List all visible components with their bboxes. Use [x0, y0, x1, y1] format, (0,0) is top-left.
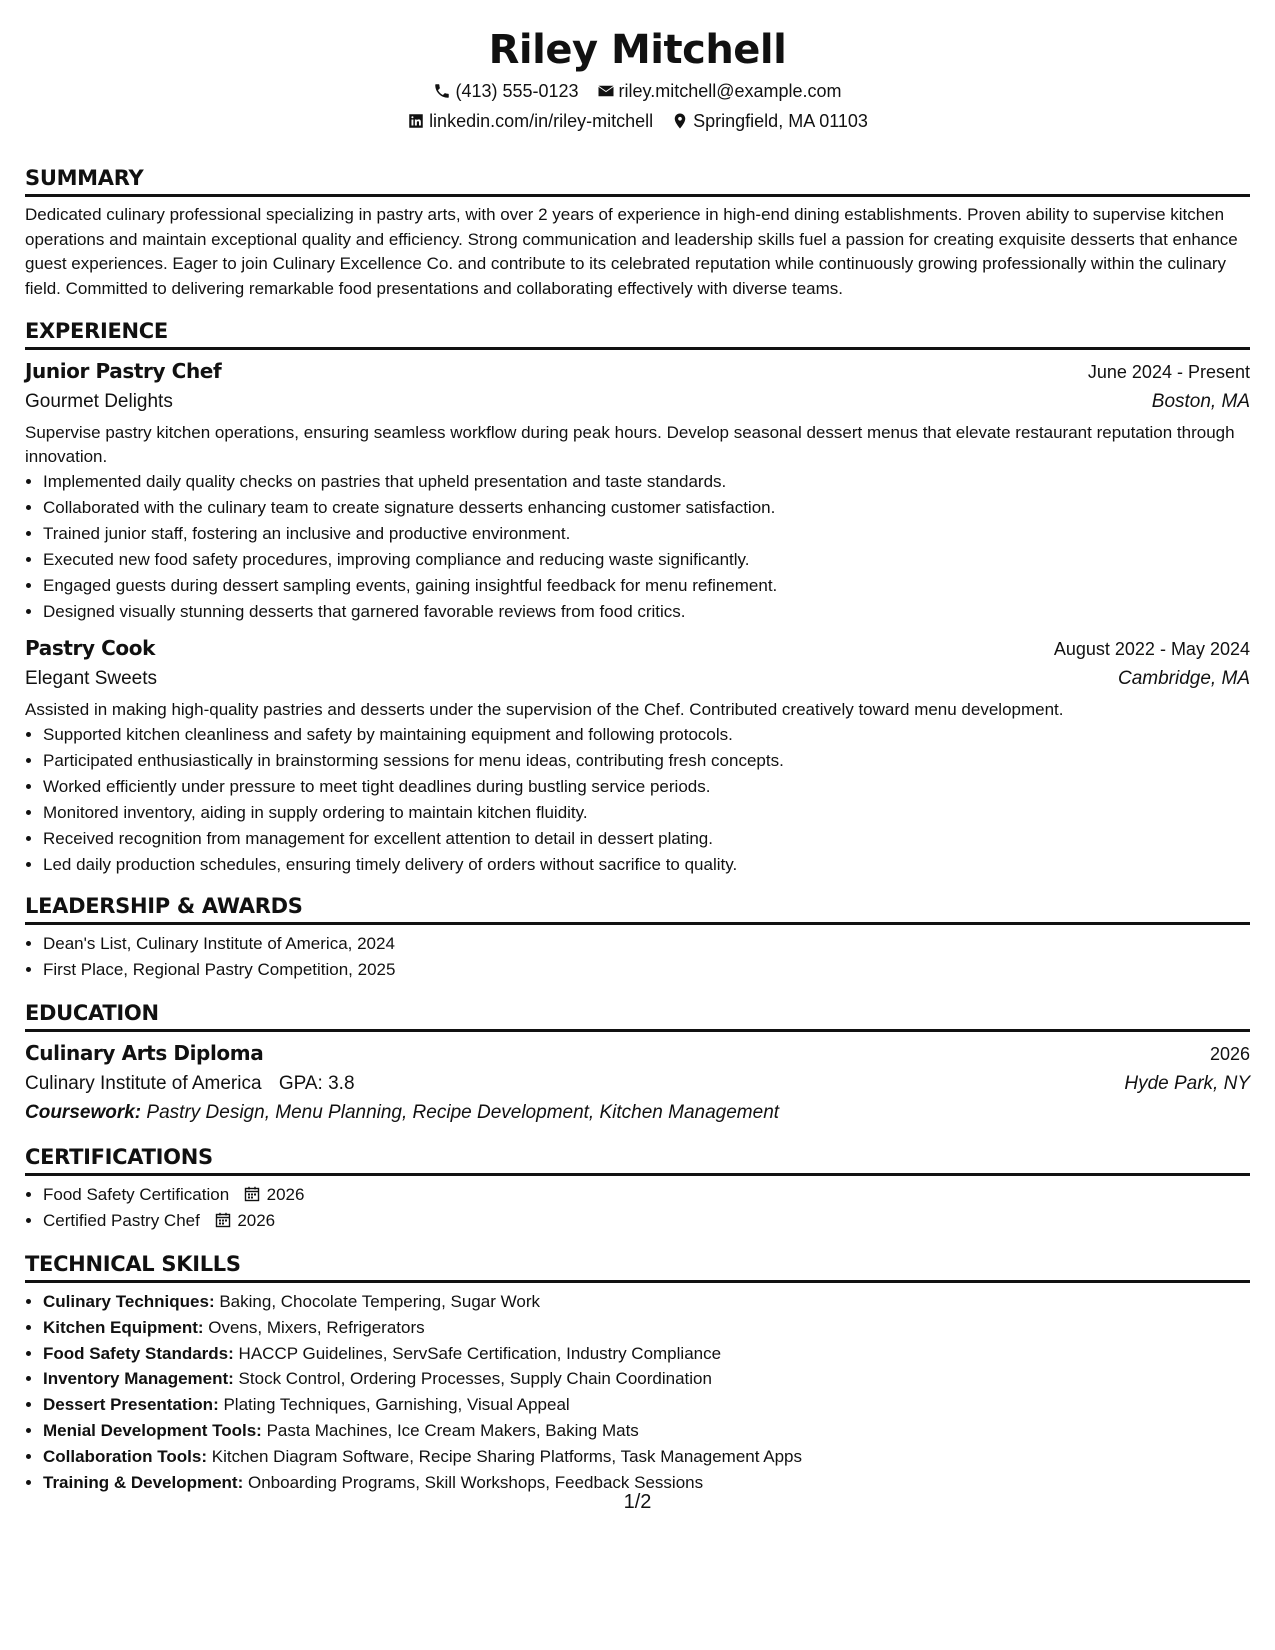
phone-number: (413) 555-0123 — [455, 81, 579, 101]
list-item — [43, 1315, 1250, 1341]
coursework-list: Pastry Design, Menu Planning, Recipe Development, Kitchen Management — [146, 1102, 780, 1123]
job-title: Pastry Cook — [25, 636, 156, 660]
coursework-label: Coursework: — [25, 1102, 142, 1123]
section-title-certifications: CERTIFICATIONS — [25, 1143, 1250, 1176]
skill-value: Plating Techniques, Garnishing, Visual Appeal — [223, 1395, 570, 1415]
gpa: GPA: 3.8 — [278, 1073, 355, 1094]
list-item: • Monitored inventory, aiding in supply ordering to maintain kitchen fluidity. — [43, 800, 1250, 826]
job-entry — [25, 633, 1250, 878]
education-section — [25, 999, 1250, 1127]
list-item — [43, 1418, 1250, 1444]
location-contact — [671, 106, 868, 136]
coursework-line — [25, 1099, 1250, 1127]
email-address[interactable]: riley.mitchell@example.com — [618, 81, 842, 101]
certification-name: Food Safety Certification — [43, 1185, 230, 1204]
page-number: 1/2 — [623, 1491, 652, 1513]
job-title: Junior Pastry Chef — [25, 359, 222, 383]
skill-value: Kitchen Diagram Software, Recipe Sharing Platforms, Task Management Apps — [211, 1446, 803, 1466]
list-item: • Engaged guests during dessert sampling events, gaining insightful feedback for menu refinement. — [43, 573, 1250, 599]
section-title-skills: TECHNICAL SKILLS — [25, 1250, 1250, 1283]
calendar-icon — [215, 1212, 231, 1228]
section-title-experience: EXPERIENCE — [25, 317, 1250, 350]
location-text: Springfield, MA 01103 — [693, 111, 868, 131]
job-entry — [25, 356, 1250, 625]
job-location: Cambridge, MA — [1118, 668, 1250, 689]
list-item — [43, 1208, 1250, 1234]
skill-value: Baking, Chocolate Tempering, Sugar Work — [219, 1292, 540, 1311]
degree-title: Culinary Arts Diploma — [25, 1041, 264, 1065]
envelope-icon — [597, 82, 615, 100]
skill-value: Stock Control, Ordering Processes, Supply Chain Coordination — [238, 1369, 712, 1389]
list-item — [43, 1444, 1250, 1470]
awards-list — [25, 931, 1250, 983]
job-dates: August 2022 - May 2024 — [1053, 639, 1250, 659]
certification-year: 2026 — [237, 1211, 276, 1230]
skill-label: Dessert Presentation: — [43, 1395, 219, 1415]
certification-year: 2026 — [266, 1185, 305, 1204]
school-name: Culinary Institute of America — [25, 1073, 262, 1094]
skill-label: Training & Development: — [43, 1472, 244, 1492]
list-item: • Led daily production schedules, ensuring timely delivery of orders without sacrifice to quality. — [43, 852, 1250, 878]
awards-section — [25, 892, 1250, 983]
section-title-education: EDUCATION — [25, 999, 1250, 1032]
skills-list — [25, 1289, 1250, 1495]
summary-section — [25, 164, 1250, 301]
section-title-summary: SUMMARY — [25, 164, 1250, 197]
skill-value: Pasta Machines, Ice Cream Makers, Baking Mats — [266, 1420, 639, 1440]
candidate-name: Riley Mitchell — [488, 27, 787, 73]
job-bullets — [25, 722, 1250, 878]
school-line — [25, 1069, 355, 1099]
job-company: Gourmet Delights — [25, 391, 173, 412]
list-item — [43, 1289, 1250, 1315]
skill-value: Onboarding Programs, Skill Workshops, Feedback Sessions — [247, 1472, 704, 1492]
list-item: • Participated enthusiastically in brainstorming sessions for menu ideas, contributing fresh concepts. — [43, 748, 1250, 774]
list-item: • Dean's List, Culinary Institute of America, 2024 — [43, 931, 1250, 957]
job-description: Assisted in making high-quality pastries and desserts under the supervision of the Chef. Contributed creatively toward menu development. — [25, 700, 1064, 719]
skill-label: Menial Development Tools: — [43, 1420, 262, 1440]
skill-label: Inventory Management: — [43, 1369, 234, 1389]
job-company: Elegant Sweets — [25, 668, 158, 689]
contact-row-primary — [25, 76, 1250, 106]
certification-name: Certified Pastry Chef — [43, 1211, 200, 1230]
certifications-section — [25, 1143, 1250, 1234]
list-item: • Designed visually stunning desserts that garnered favorable reviews from food critics. — [43, 599, 1250, 625]
linkedin-url[interactable]: linkedin.com/in/riley-mitchell — [429, 111, 654, 131]
linkedin-icon — [407, 112, 425, 130]
resume-page — [25, 0, 1250, 1495]
phone-contact — [433, 76, 578, 106]
job-dates: June 2024 - Present — [1087, 362, 1250, 382]
list-item — [43, 1366, 1250, 1392]
list-item: • Received recognition from management for excellent attention to detail in dessert plating. — [43, 826, 1250, 852]
education-location: Hyde Park, NY — [1124, 1073, 1250, 1094]
job-header — [25, 356, 1250, 387]
job-description: Supervise pastry kitchen operations, ensuring seamless workflow during peak hours. Develop seasonal dessert menus that elevate restaurant reputation through innovation. — [25, 423, 1235, 466]
list-item — [43, 1182, 1250, 1208]
list-item: • Supported kitchen cleanliness and safety by maintaining equipment and following protocols. — [43, 722, 1250, 748]
skill-value: HACCP Guidelines, ServSafe Certification, Industry Compliance — [238, 1343, 722, 1363]
list-item: • Executed new food safety procedures, improving compliance and reducing waste significantly. — [43, 547, 1250, 573]
job-header — [25, 633, 1250, 664]
list-item: • Collaborated with the culinary team to create signature desserts enhancing customer satisfaction. — [43, 495, 1250, 521]
skill-label: Food Safety Standards: — [43, 1343, 234, 1363]
contact-row-secondary — [25, 106, 1250, 136]
linkedin-contact[interactable] — [407, 106, 653, 136]
education-subheader — [25, 1069, 1250, 1099]
skill-label: Culinary Techniques: — [43, 1292, 215, 1311]
phone-icon — [433, 82, 451, 100]
section-title-awards: LEADERSHIP & AWARDS — [25, 892, 1250, 925]
list-item: • Implemented daily quality checks on pastries that upheld presentation and taste standards. — [43, 469, 1250, 495]
list-item — [43, 1392, 1250, 1418]
skills-section — [25, 1250, 1250, 1495]
job-subheader — [25, 387, 1250, 417]
skill-label: Collaboration Tools: — [43, 1446, 208, 1466]
education-header — [25, 1038, 1250, 1069]
email-contact[interactable] — [597, 76, 842, 106]
map-pin-icon — [671, 112, 689, 130]
certifications-list — [25, 1182, 1250, 1234]
job-subheader — [25, 664, 1250, 694]
list-item: • Worked efficiently under pressure to meet tight deadlines during bustling service periods. — [43, 774, 1250, 800]
job-location: Boston, MA — [1151, 391, 1250, 412]
list-item: • First Place, Regional Pastry Competition, 2025 — [43, 957, 1250, 983]
job-bullets — [25, 469, 1250, 625]
skill-label: Kitchen Equipment: — [43, 1317, 204, 1337]
education-year: 2026 — [1209, 1044, 1250, 1064]
list-item: • Trained junior staff, fostering an inclusive and productive environment. — [43, 521, 1250, 547]
skill-value: Ovens, Mixers, Refrigerators — [208, 1317, 425, 1337]
experience-section — [25, 317, 1250, 878]
summary-text: Dedicated culinary professional specializing in pastry arts, with over 2 years of experience in high-end dining establishments. Proven ability to supervise kitchen operations and maintain exceptional quality and efficiency. Strong communication and leadership skills fuel a passion for creating exquisite desserts that enhance guest experiences. Eager to join Culinary Excellence Co. and contribute to its celebrated reputation while continuously growing professionally within the culinary field. Committed to delivering remarkable food presentations and collaborating effectively with diverse teams. — [25, 205, 1238, 298]
calendar-icon — [244, 1186, 260, 1202]
list-item — [43, 1341, 1250, 1367]
